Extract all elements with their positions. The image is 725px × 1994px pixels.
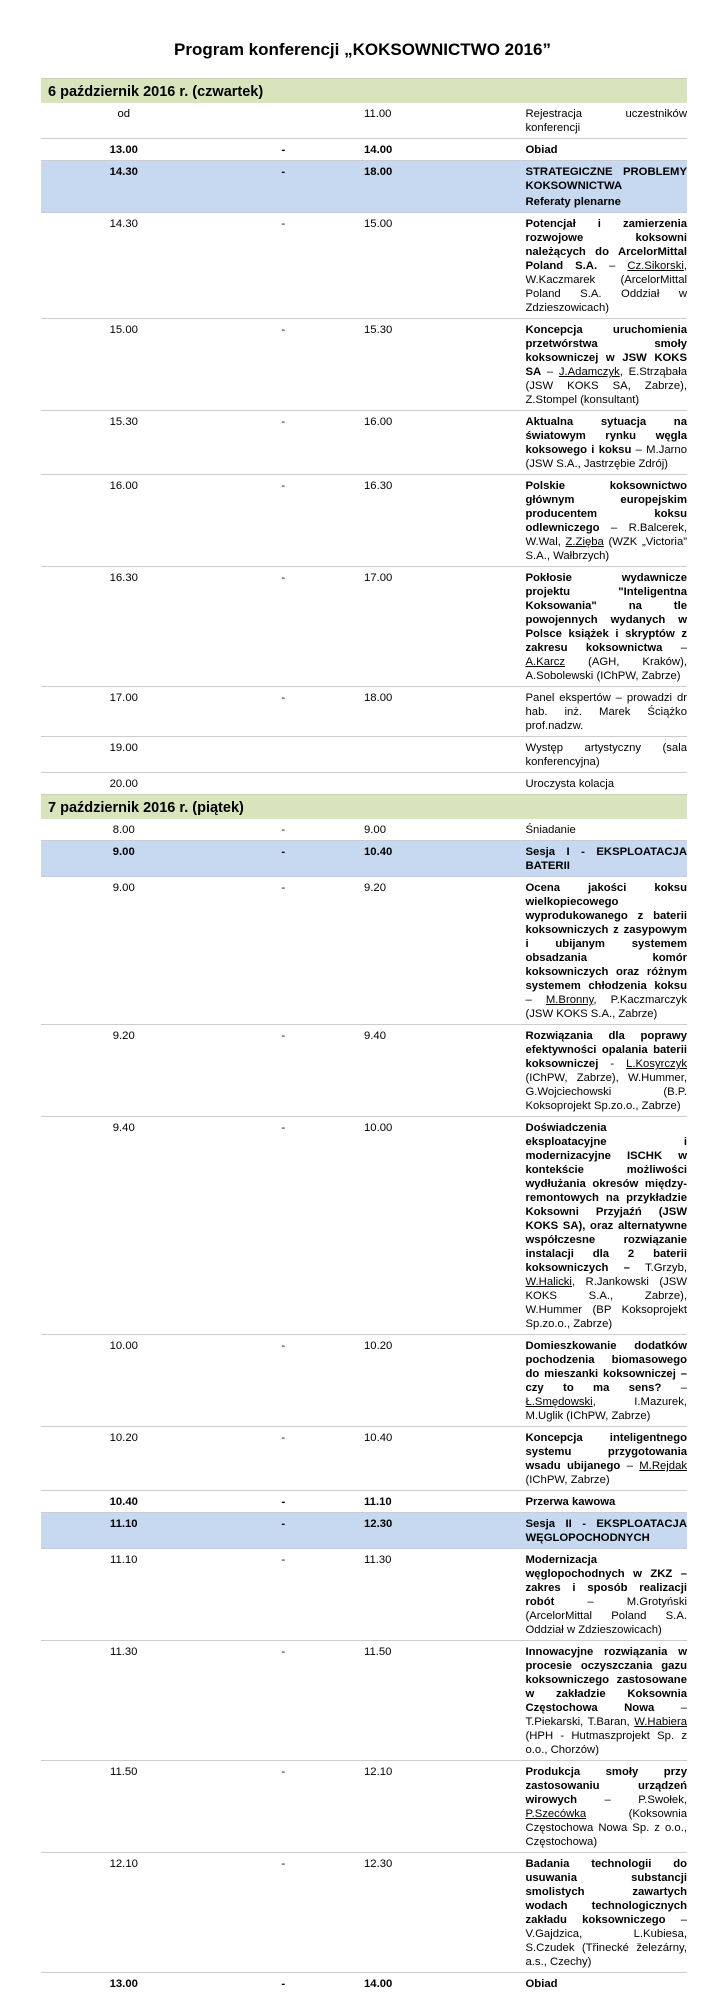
time-from: 16.30 — [41, 567, 203, 687]
talk-title: Polskie koksownictwo głównym europejskim producentem koksu odlewniczego — [526, 480, 688, 534]
schedule-row — [41, 773, 687, 795]
event-description — [526, 1853, 688, 1973]
event-description — [526, 819, 688, 841]
time-dash: - — [203, 1335, 365, 1427]
event-description — [526, 411, 688, 475]
authors-pre: – M.Grotyński (ArcelorMittal Poland S.A. Oddział w Zdzieszowicach) — [526, 1596, 688, 1636]
event-text: Panel ekspertów – prowadzi dr hab. inż. Marek Ściążko prof.nadzw. — [526, 692, 688, 732]
time-to: 10.40 — [364, 841, 526, 877]
session-row — [41, 841, 687, 877]
event-text: Uroczysta kolacja — [526, 778, 615, 790]
day-heading: 7 październik 2016 r. (piątek) — [41, 795, 687, 820]
event-text: Obiad — [526, 1978, 558, 1990]
event-text: Sesja I - EKSPLOATACJA BATERII — [526, 846, 688, 872]
schedule-row — [41, 103, 687, 139]
authors-post: , E.Strząbała (JSW KOKS SA, Zabrze), Z.Stompel (konsultant) — [526, 366, 688, 406]
authors-pre: – — [620, 1460, 639, 1472]
schedule-row — [41, 1427, 687, 1491]
talk-title: Badania technologii do usuwania substancji smolistych zawartych wodach technologicznych zakładu koksowniczego — [526, 1858, 688, 1926]
time-from: 10.00 — [41, 1335, 203, 1427]
presenting-author: P.Szecówka — [526, 1808, 587, 1820]
time-to: 11.50 — [364, 1641, 526, 1761]
event-description — [526, 737, 688, 773]
time-from: 14.30 — [41, 213, 203, 319]
time-to: 12.30 — [364, 1853, 526, 1973]
time-dash: - — [203, 1973, 365, 1994]
event-description — [526, 1427, 688, 1491]
authors-post: (WZK „Victoria” S.A., Wałbrzych) — [526, 536, 688, 562]
time-to: 11.10 — [364, 1491, 526, 1513]
authors-pre: – V.Gajdzica, L.Kubiesa, S.Czudek (Třinecké železárny, a.s., Czechy) — [526, 1914, 688, 1968]
event-text: Przerwa kawowa — [526, 1496, 616, 1508]
time-from: 9.20 — [41, 1025, 203, 1117]
time-to: 11.30 — [364, 1549, 526, 1641]
time-dash: - — [203, 1427, 365, 1491]
time-to: 11.00 — [364, 103, 526, 139]
authors-pre: – — [597, 260, 627, 272]
time-from: 20.00 — [41, 773, 203, 795]
event-description — [526, 161, 688, 213]
time-dash: - — [203, 213, 365, 319]
schedule-row — [41, 567, 687, 687]
authors-post: (IChPW, Zabrze) — [526, 1474, 610, 1486]
presenting-author: A.Karcz — [526, 656, 566, 668]
time-dash: - — [203, 319, 365, 411]
authors-post: (Koksownia Częstochowa Nowa Sp. z o.o., Częstochowa) — [526, 1808, 688, 1848]
schedule-row — [41, 819, 687, 841]
authors-pre: – — [541, 366, 559, 378]
event-text: Obiad — [526, 144, 558, 156]
time-to: 9.00 — [364, 819, 526, 841]
authors-pre: - — [598, 1058, 626, 1070]
time-to: 16.30 — [364, 475, 526, 567]
event-description — [526, 1335, 688, 1427]
event-text: Sesja II - EKSPLOATACJA WĘGLOPOCHODNYCH — [526, 1518, 688, 1544]
talk-title: Pokłosie wydawnicze projektu "Inteligentna Koksowania" na tle powojennych wydanych w Polsce książek i skryptów z zakresu koksownictwa — [526, 572, 688, 654]
time-from: od — [41, 103, 203, 139]
time-dash: - — [203, 687, 365, 737]
presenting-author: M.Bronny — [546, 994, 594, 1006]
event-description — [526, 319, 688, 411]
time-to: 10.00 — [364, 1117, 526, 1335]
event-description — [526, 1549, 688, 1641]
event-text: STRATEGICZNE PROBLEMY KOKSOWNICTWA — [526, 166, 688, 192]
time-dash: - — [203, 1641, 365, 1761]
time-to — [364, 737, 526, 773]
time-to: 9.20 — [364, 877, 526, 1025]
schedule-row — [41, 319, 687, 411]
authors-post: , I.Mazurek, M.Uglik (IChPW, Zabrze) — [526, 1396, 688, 1422]
schedule-row — [41, 687, 687, 737]
time-dash: - — [203, 567, 365, 687]
schedule-row — [41, 1973, 687, 1994]
schedule-row — [41, 737, 687, 773]
time-dash: - — [203, 877, 365, 1025]
time-from: 8.00 — [41, 819, 203, 841]
event-description — [526, 139, 688, 161]
schedule-row — [41, 1641, 687, 1761]
schedule-row — [41, 1853, 687, 1973]
time-from: 11.30 — [41, 1641, 203, 1761]
time-dash: - — [203, 1549, 365, 1641]
time-from: 9.00 — [41, 841, 203, 877]
talk-title: Aktualna sytuacja na światowym rynku węgla koksowego i koksu — [526, 416, 688, 456]
event-description — [526, 773, 688, 795]
presenting-author: W.Habiera — [634, 1716, 687, 1728]
event-description — [526, 103, 688, 139]
time-dash — [203, 773, 365, 795]
schedule-row — [41, 411, 687, 475]
time-to: 15.30 — [364, 319, 526, 411]
time-dash: - — [203, 1491, 365, 1513]
time-from: 11.10 — [41, 1549, 203, 1641]
presenting-author: Cz.Sikorski — [627, 260, 684, 272]
schedule-row — [41, 139, 687, 161]
day-heading: 6 październik 2016 r. (czwartek) — [41, 79, 687, 104]
authors-post: , W.Kaczmarek (ArcelorMittal Poland S.A. Oddział w Zdzieszowicach) — [526, 260, 688, 314]
event-description — [526, 1513, 688, 1549]
time-to: 17.00 — [364, 567, 526, 687]
event-description — [526, 1025, 688, 1117]
schedule-row — [41, 877, 687, 1025]
program-table — [41, 78, 687, 1994]
time-to: 16.00 — [364, 411, 526, 475]
day-header — [41, 79, 687, 104]
authors-post: (HPH - Hutmaszprojekt Sp. z o.o., Chorzów) — [526, 1730, 688, 1756]
event-description — [526, 1973, 688, 1994]
authors-post: , R.Jankowski (JSW KOKS S.A., Zabrze), W.Hummer (BP Koksoprojekt Sp.zo.o., Zabrze) — [526, 1276, 688, 1330]
time-to: 10.20 — [364, 1335, 526, 1427]
talk-title: Potencjał i zamierzenia rozwojowe koksowni należących do ArcelorMittal Poland S.A. — [526, 218, 688, 272]
talk-title: Produkcja smoły przy zastosowaniu urządzeń wirowych — [526, 1766, 688, 1806]
time-from: 16.00 — [41, 475, 203, 567]
time-from: 9.40 — [41, 1117, 203, 1335]
time-dash: - — [203, 1513, 365, 1549]
presenting-author: J.Adamczyk — [559, 366, 620, 378]
schedule-row — [41, 475, 687, 567]
talk-title: Doświadczenia eksploatacyjne i modernizacyjne ISCHK w kontekście możliwości wydłużania okresów między-remontowych na przykładzie Koksowni Przyjaźń (JSW KOKS SA), oraz alternatywne współczesne rozwiązanie instalacji dla 2 baterii koksowniczych – — [526, 1122, 688, 1274]
time-dash: - — [203, 139, 365, 161]
time-dash: - — [203, 1025, 365, 1117]
time-from: 9.00 — [41, 877, 203, 1025]
time-from: 11.10 — [41, 1513, 203, 1549]
time-to: 9.40 — [364, 1025, 526, 1117]
authors-pre: – — [662, 642, 687, 654]
time-from: 11.50 — [41, 1761, 203, 1853]
authors-pre: – — [526, 994, 546, 1006]
event-description — [526, 1117, 688, 1335]
talk-title: Koncepcja uruchomienia przetwórstwa smoły koksowniczej w JSW KOKS SA — [526, 324, 688, 378]
talk-title: Modernizacja węglopochodnych w ZKZ – zakres i sposób realizacji robót — [526, 1554, 688, 1608]
authors-post: , P.Kaczmarczyk (JSW KOKS S.A., Zabrze) — [526, 994, 688, 1020]
time-to: 18.00 — [364, 687, 526, 737]
time-dash: - — [203, 161, 365, 213]
time-dash: - — [203, 841, 365, 877]
schedule-row — [41, 1117, 687, 1335]
talk-title: Ocena jakości koksu wielkopiecowego wyprodukowanego z baterii koksowniczych z zasypowym i ubijanym systemem obsadzania komór koksowniczych oraz różnym systemem chłodzenia koksu — [526, 882, 688, 992]
authors-pre: T.Grzyb, — [630, 1262, 687, 1274]
time-from: 15.00 — [41, 319, 203, 411]
time-dash: - — [203, 1853, 365, 1973]
authors-pre: – P.Swołek, — [577, 1794, 687, 1806]
time-to: 10.40 — [364, 1427, 526, 1491]
talk-title: Koncepcja inteligentnego systemu przygotowania wsadu ubijanego — [526, 1432, 688, 1472]
time-from: 13.00 — [41, 1973, 203, 1994]
schedule-row — [41, 1761, 687, 1853]
time-to: 14.00 — [364, 139, 526, 161]
time-dash: - — [203, 1761, 365, 1853]
time-to: 12.30 — [364, 1513, 526, 1549]
authors-post: (IChPW, Zabrze), W.Hummer, G.Wojciechowski (B.P. Koksoprojekt Sp.zo.o., Zabrze) — [526, 1072, 688, 1112]
presenting-author: M.Rejdak — [639, 1460, 687, 1472]
time-from: 14.30 — [41, 161, 203, 213]
time-to: 18.00 — [364, 161, 526, 213]
time-to — [364, 773, 526, 795]
event-description — [526, 213, 688, 319]
time-dash: - — [203, 1117, 365, 1335]
presenting-author: L.Kosyrczyk — [626, 1058, 687, 1070]
event-description — [526, 877, 688, 1025]
event-description — [526, 1641, 688, 1761]
event-description — [526, 1491, 688, 1513]
authors-pre: – M.Jarno (JSW S.A., Jastrzębie Zdrój) — [526, 444, 688, 470]
event-description — [526, 687, 688, 737]
presenting-author: W.Halicki — [526, 1276, 572, 1288]
session-row — [41, 161, 687, 213]
event-text: Występ artystyczny (sala konferencyjna) — [526, 742, 688, 768]
presenting-author: Z.Zięba — [566, 536, 604, 548]
time-to: 12.10 — [364, 1761, 526, 1853]
time-from: 15.30 — [41, 411, 203, 475]
time-from: 10.40 — [41, 1491, 203, 1513]
talk-title: Rozwiązania dla poprawy efektywności opalania baterii koksowniczej — [526, 1030, 688, 1070]
time-from: 12.10 — [41, 1853, 203, 1973]
authors-pre: – — [661, 1382, 687, 1394]
time-to: 14.00 — [364, 1973, 526, 1994]
event-description — [526, 841, 688, 877]
time-dash — [203, 103, 365, 139]
time-to: 15.00 — [364, 213, 526, 319]
schedule-row — [41, 1335, 687, 1427]
time-from: 13.00 — [41, 139, 203, 161]
authors-post: (AGH, Kraków), A.Sobolewski (IChPW, Zabrze) — [526, 656, 688, 682]
time-dash: - — [203, 475, 365, 567]
time-from: 17.00 — [41, 687, 203, 737]
time-from: 19.00 — [41, 737, 203, 773]
authors-pre: – T.Piekarski, T.Baran, — [526, 1702, 688, 1728]
session-row — [41, 1513, 687, 1549]
schedule-row — [41, 213, 687, 319]
event-text: Rejestracja uczestników konferencji — [526, 108, 688, 134]
schedule-row — [41, 1549, 687, 1641]
schedule-row — [41, 1025, 687, 1117]
authors-pre: – R.Balcerek, W.Wal, — [526, 522, 688, 548]
event-description — [526, 1761, 688, 1853]
time-from: 10.20 — [41, 1427, 203, 1491]
schedule-row — [41, 1491, 687, 1513]
talk-title: Domieszkowanie dodatków pochodzenia biomasowego do mieszanki koksowniczej – czy to ma sens? — [526, 1340, 688, 1394]
presenting-author: Ł.Smędowski — [526, 1396, 593, 1408]
page-title: Program konferencji „KOKSOWNICTWO 2016” — [0, 40, 725, 60]
day-header — [41, 795, 687, 820]
event-description — [526, 475, 688, 567]
time-dash — [203, 737, 365, 773]
event-description — [526, 567, 688, 687]
event-text: Śniadanie — [526, 824, 576, 836]
talk-title: Innowacyjne rozwiązania w procesie oczyszczania gazu koksowniczego zastosowane w zakładzie Koksownia Częstochowa Nowa — [526, 1646, 688, 1714]
time-dash: - — [203, 819, 365, 841]
time-dash: - — [203, 411, 365, 475]
event-subtext: Referaty plenarne — [526, 195, 688, 209]
